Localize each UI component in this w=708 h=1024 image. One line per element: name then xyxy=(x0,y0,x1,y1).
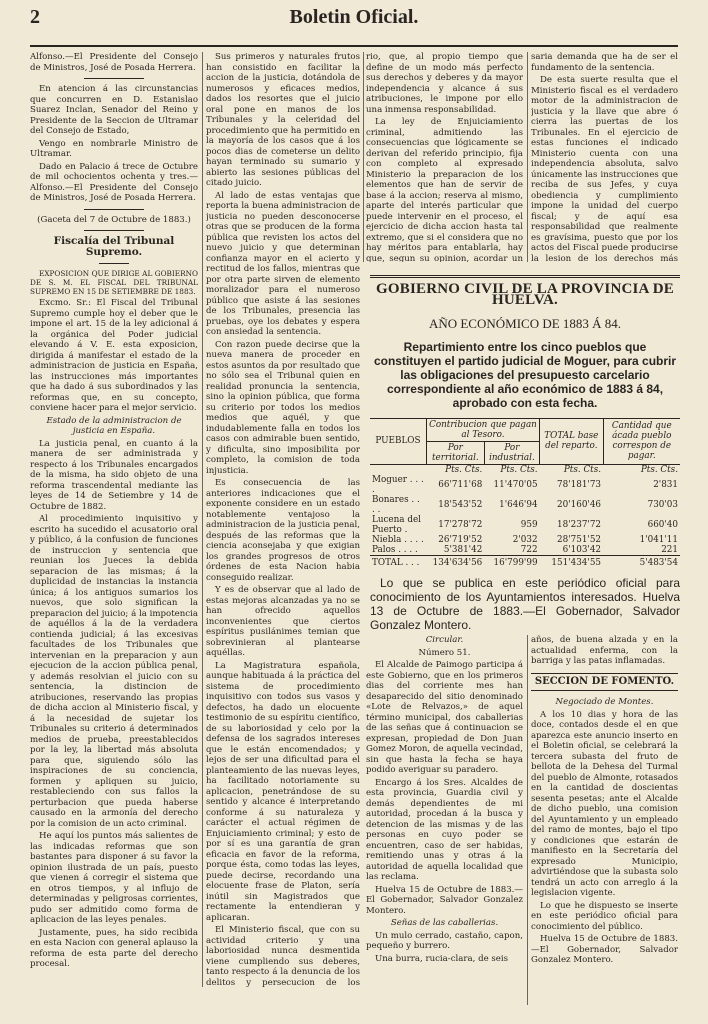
separator-rule xyxy=(84,78,144,79)
paragraph: A los 10 dias y hora de las doce, contados desde el en que aparezca este anuncio inserto en el Boletin oficial, se celebrará la tercera subasta del fruto de bellota de la Dehesa del Turmal del pueblo de Almonte, rotasados en la cantidad de doscientas sesenta pesetas; ante el Alcalde de dicho pueblo, una comision del Ayuntamiento y un empleado del ramo de montes, bajo el tipo y condiciones que estarán de manifiesto en la Secretaría del expresado Municipio, advirtiéndose que la subasta solo tendrá un acto con arreglo á la legislacion vigente. xyxy=(531,709,678,898)
paragraph: Huelva 15 de Octubre de 1883.—El Gobernador, Salvador Gonzalez Montero. xyxy=(531,934,678,965)
paragraph: Un mulo cerrado, castaño, capon, pequeño y burrero. xyxy=(366,930,523,951)
section-heading: Fiscalía del Tribunal Supremo. xyxy=(53,235,175,258)
column-4 xyxy=(531,52,678,262)
paragraph: Una burra, rucia-clara, de seis xyxy=(375,953,509,964)
paragraph: Lo que he dispuesto se inserte en este periódico oficial para conocimiento del público. xyxy=(531,900,678,932)
table-total-row xyxy=(370,555,680,568)
paragraph: Y es de observar que al lado de estas mejoras alcanzadas ya no se han ofrecido aquellos inconvenientes que ciertos espíritus pusilánimes temian que sobrevinieran al plantearse aquéllas. xyxy=(206,585,360,658)
cell-value: 78'181'73 xyxy=(557,479,602,490)
column-divider xyxy=(202,52,203,987)
column-header-total: TOTAL base del reparto. xyxy=(540,418,603,464)
circular-heading: Circular. xyxy=(425,635,464,645)
cell-pueblo: Niebla . . . . xyxy=(372,534,424,545)
column-4-bottom xyxy=(531,635,678,1005)
paragraph: Vengo en nombrarle Ministro de Ultramar. xyxy=(30,138,198,159)
column-2 xyxy=(206,52,360,987)
paragraph: La justicia penal, en cuanto á la manera de ser administrada y respecto á los Tribunales encargados de la misma, ha sido objeto de una reforma trascendental mediante las leyes de 14 de Setiembre y 14 de Octubre de 1882. xyxy=(30,438,198,512)
paragraph: He aquí los puntos más salientes de las indicadas reformas que son bastantes para disponer á su favor la opinion ilustrada de un país, puesto que vienen á corregir el sistema que en otros tiempos, y al influjo de determinadas y peligrosas corrientes, pudo ser admitido como forma de aplicacion de las leyes penales. xyxy=(30,831,198,925)
cell-value: 959 xyxy=(520,519,538,530)
header-rule xyxy=(30,45,678,47)
cell-value: 722 xyxy=(520,544,538,555)
paragraph: Al lado de estas ventajas que reporta la buena administracion de justicia no pueden desconocerse otras que se producen de la forma pública que revisten los actos del nuevo juicio y que determinan confianza mayor en el acierto y rectitud de los fallos, mientras que por otra parte sirven de elemento moralizador para el numeroso público que asiste á las sesiones de los Tribunales, presencia las pruebas, oye los debates y espera con ansiedad la sentencia. xyxy=(206,190,360,337)
paragraph: De esta suerte resulta que el Ministerio fiscal es el verdadero motor de la administracion de justicia y la llave que abre ó cierra las puertas de los Tribunales. En el ejercicio de estas funciones el indicado Ministerio cuenta con una independencia absoluta, salvo únicamente las instrucciones que reciba de sus Jefes, y cuya obediencia y cumplimiento impone la unidad del cuerpo fiscal; y de aquí esa responsabilidad que realmente es gravísima, puesto que por los actos del Fiscal puede producirse la lesion de los derechos más xyxy=(531,75,678,262)
distribution-table xyxy=(370,418,680,568)
paragraph: Encargo á los Sres. Alcaldes de esta provincia, Guardia civil y demás dependientes de mi autoridad, procedan á la busca y detencion de las mismas y de las personas en cuyo poder se encuentren, caso de ser habidas, remitiendo unas y otras á la autoridad de aquella localidad que las reclama. xyxy=(366,777,523,882)
cell-value: 5'381'42 xyxy=(443,544,483,555)
cell-value: 11'470'05 xyxy=(493,479,538,490)
paragraph: El Ministerio fiscal, que con su actividad criterio y una laboriosidad nunca desmentida viene cumpliendo sus deberes, tanto respecto á la denuncia de los delitos y persecucion de los xyxy=(206,925,360,987)
cell-value: 6'103'42 xyxy=(562,544,602,555)
units-cell: Pts. Cts. xyxy=(640,464,678,475)
separator-rule xyxy=(84,209,144,210)
cell-total: 16'799'99 xyxy=(484,555,539,568)
exposition-heading: EXPOSICION QUE DIRIGE AL GOBIERNO DE S. M. EL FISCAL DEL TRIBUNAL SUPREMO EN 15 DE SETIEMBRE DE 1883. xyxy=(30,269,198,296)
section-heading: SECCION DE FOMENTO. xyxy=(531,673,678,692)
paragraph: La Magistratura española, aunque habituada á la práctica del sistema de procedimiento inquisitivo con todos sus vasos y defectos, ha dado un elocuente testimonio de su espíritu científico, de su laboriosidad y celo por la defensa de los sagrados intereses que le están encomendados; y lejos de ser una dificultad para el planteamiento de las nuevas leyes, ha facilitado notoriamente su aplicacion, penetrándose de su sentido y alcance é interpretando conforme á su naturaleza y carácter el actual régimen de Enjuiciamiento criminal; y esto de por sí es una garantía de gran eficacia en favor de la reforma, porque ésta, como todas las leyes, puede decirse, recordando una elocuente frase de Platon, sería inútil sin Magistrados que rectamente la entendieran y aplicaran. xyxy=(206,660,360,923)
cell-value: 66'711'68 xyxy=(438,479,483,490)
cell-value: 1'041'11 xyxy=(639,534,678,545)
column-header-territorial: Por territorial. xyxy=(426,441,484,464)
paragraph: Excmo. Sr.: El Fiscal del Tribunal Supremo cumple hoy el deber que le impone el art. 15 de la ley adicional á la orgánica del Poder judicial elevando á V. E. esta exposicion, dirigida á manifestar el estado de la administracion de justicia en España, las instrucciones más importantes que ha dado á sus subordinados y las reformas que, en su concepto, conviene hacer para el mejor servicio. xyxy=(30,298,198,413)
units-cell xyxy=(370,464,426,475)
column-1 xyxy=(30,52,198,982)
cell-total: 151'434'55 xyxy=(540,555,603,568)
paragraph: Con razon puede decirse que la nueva manera de proceder en estos asuntos da por resultado que no sólo sea el Tribunal quien en realidad pronuncia la sentencia, sino la opinion pública, que forma su criterio por todos los medios medios que aquél, y que indudablemente falla en todos los casos con admirable buen sentido, y dificulta, sino imposibilita por completo, la comision de toda injusticia. xyxy=(206,339,360,476)
notice-title: GOBIERNO CIVIL DE LA PROVINCIA DE HUELVA. xyxy=(370,275,680,305)
cell-value: 20'160'46 xyxy=(557,499,602,510)
column-header-cantidad: Cantidad que ácada pueblo correspon de pagar. xyxy=(603,418,680,464)
column-divider xyxy=(527,635,528,1005)
decree-signature: Alfonso.—El Presidente del Consejo de Ministros, José de Posada Herrera. xyxy=(30,52,198,73)
circular-number: Número 51. xyxy=(418,647,471,658)
cell-pueblo: Bonares . . . . xyxy=(372,494,420,515)
units-cell: Pts. Cts. xyxy=(563,464,602,475)
cell-total: 134'634'56 xyxy=(426,555,484,568)
paragraph: Al procedimiento inquisitivo y escrito ha sucedido el acusatorio oral y público, á la confusion de funciones de instruccion y sentencia que reunian los Jueces la debida separacion de las mismas; á la duplicidad de instancias la instancia única; á los antiguos sumarios los nuevos, que solo significan la preparacion del juicio; á la impotencia de aquéllos á la de la verdadera contienda judicial; á las excesivas facultades de los Tribunales que intervenian en la preparacion y aun ejecucion de la accion pública penal, y además resolvian el juicio con su sentencia, la distincion de atribuciones, reservando las propias de dicha accion al Ministerio fiscal, y á la necesidad de sujetar los Tribunales su criterio á determinados medios de prueba, preestablecidos por la ley, la libertad más absoluta para que, siguiendo sólo las inspiraciones de su conciencia, formen y apliquen su juicio, restableciendo con sus fallos la perturbacion que pueda haberse causado en la armonía del derecho por la comision de un acto criminal. xyxy=(30,514,198,829)
paragraph: Justamente, pues, ha sido recibida en esta Nacion con general aplauso la reforma de esta parte del derecho procesal. xyxy=(30,927,198,969)
units-cell: Pts. Cts. xyxy=(500,464,538,475)
column-header-industrial: Por industrial. xyxy=(484,441,539,464)
notice-lead: Repartimiento entre los cinco pueblos que constituyen el partido judicial de Moguer, para cubrir las obligaciones del presupuesto carcelario correspondiente al año económico de 1883 á 84, aprobado con esta fecha. xyxy=(373,339,677,410)
notice-year: AÑO ECONÓMICO DE 1883 Á 84. xyxy=(428,316,622,331)
cell-pueblo: Lucena del Puerto . xyxy=(372,514,421,535)
paragraph: El Alcalde de Paimogo participa á este Gobierno, que en los primeros dias del corriente mes han desaparecido del sitio denominado «Lote de Relvazos,» de aquel término municipal, dos caballerias de las señas que á continuacion se expresan, propiedad de Don Juan Gomez Moron, de aquella vecindad, sin que hasta la fecha se haya podido averiguar su paradero. xyxy=(366,660,523,775)
cell-value: 221 xyxy=(661,544,678,555)
cell-total: 5'483'54 xyxy=(603,555,680,568)
paragraph: En atencion á las circunstancias que concurren en D. Estanislao Suarez Inclan, Senador del Reino y Presidente de la Seccion de Ultramar del Consejo de Estado, xyxy=(30,84,198,136)
column-divider xyxy=(527,52,528,262)
subheading: Estado de la administracion de justicia en España. xyxy=(46,415,182,436)
cell-value: 1'646'94 xyxy=(499,499,538,510)
paragraph: Sus primeros y naturales frutos han consistido en facilitar la accion de la justicia, dotándola de numerosos y eficaces medios, dados los resortes que el juicio oral pone en manos de los Tribunales y la celeridad del procedimiento que ha permitido en la mayoría de los casos que á los pocos dias de cometerse un delito hayan terminado su sumario y abierto las sesiones públicas del citado juicio. xyxy=(206,52,360,188)
cell-value: 660'40 xyxy=(647,519,678,530)
cell-total-label: TOTAL . . . xyxy=(370,555,426,568)
paragraph: La ley de Enjuiciamiento criminal, admitiendo las consecuencias que lógicamente se derivan del referido principio, fija con completo al expresado Ministerio la preparacion de los elementos que han de servir de base á la accion; reserva al mismo, aparte del interés particular que puede intervenir en el proceso, el ejercicio de dicha accion hasta tal extremo, que si el considera que no hay méritos para entablarla, hay que, segun su opinion, acordar un xyxy=(366,117,523,262)
paragraph: saria demanda que ha de ser el fundamento de la sentencia. xyxy=(531,52,678,73)
cell-value: 18'237'72 xyxy=(557,519,602,530)
paragraph: años, de buena alzada y en la actualidad enferma, con la barriga y las patas inflamadas. xyxy=(531,635,678,666)
table-row xyxy=(370,475,680,495)
paragraph: Huelva 15 de Octubre de 1883.—El Gobernador, Salvador Gonzalez Montero. xyxy=(366,884,523,916)
column-divider xyxy=(363,52,364,262)
subheading: Negociado de Montes. xyxy=(555,697,654,707)
table-row xyxy=(370,495,680,515)
paragraph: Dado en Palacio á trece de Octubre de mil ochocientos ochenta y tres.—Alfonso.—El Presidente del Consejo de Ministros, José de Posada Herrera. xyxy=(30,161,198,203)
column-3 xyxy=(366,52,523,262)
table-row xyxy=(370,545,680,556)
subheading: Señas de las caballerias. xyxy=(390,918,499,928)
cell-value: 17'278'72 xyxy=(438,519,483,530)
paragraph: Es consecuencia de las anteriores indicaciones que el exponente considere en un estado notablemente ventajoso la administracion de la justicia penal, después de las reformas que la ciencia aconsejaba y que exigian los grandes progresos de otros órdenes de esta Nacion habia conseguido realizar. xyxy=(206,478,360,583)
cell-pueblo: Moguer . . . . xyxy=(372,474,424,495)
column-header-group: Contribucion que pagan al Tesoro. xyxy=(426,418,539,441)
table-row xyxy=(370,515,680,535)
column-header-pueblos: PUEBLOS xyxy=(370,418,426,464)
cell-value: 28'751'52 xyxy=(557,534,602,545)
column-3-bottom xyxy=(366,635,523,1005)
page-number: 2 xyxy=(30,6,40,28)
gazette-reference: (Gaceta del 7 de Octubre de 1883.) xyxy=(37,214,191,225)
paragraph: rio, que, al propio tiempo que define de un modo más perfecto sus derechos y deberes y da mayor independencia y alcance á sus atribuciones, le impone por ello una inmensa responsabilidad. xyxy=(366,52,523,115)
separator-rule xyxy=(99,263,129,264)
cell-value: 18'543'52 xyxy=(438,499,483,510)
cell-pueblo: Palos . . . . xyxy=(372,544,418,555)
separator-rule xyxy=(84,230,144,231)
cell-value: 730'03 xyxy=(647,499,678,510)
cell-value: 2'032 xyxy=(512,534,538,545)
gobierno-civil-notice xyxy=(370,275,680,632)
page-title: Boletin Oficial. xyxy=(289,6,419,28)
notice-closing: Lo que se publica en este periódico oficial para conocimiento de los Ayuntamientos interesados. Huelva 13 de Octubre de 1883.—El Gobernador, Salvador Gonzalez Montero. xyxy=(370,575,680,632)
cell-value: 2'831 xyxy=(653,479,678,490)
units-cell: Pts. Cts. xyxy=(445,464,483,475)
cell-value: 26'719'52 xyxy=(438,534,483,545)
table-row xyxy=(370,535,680,545)
